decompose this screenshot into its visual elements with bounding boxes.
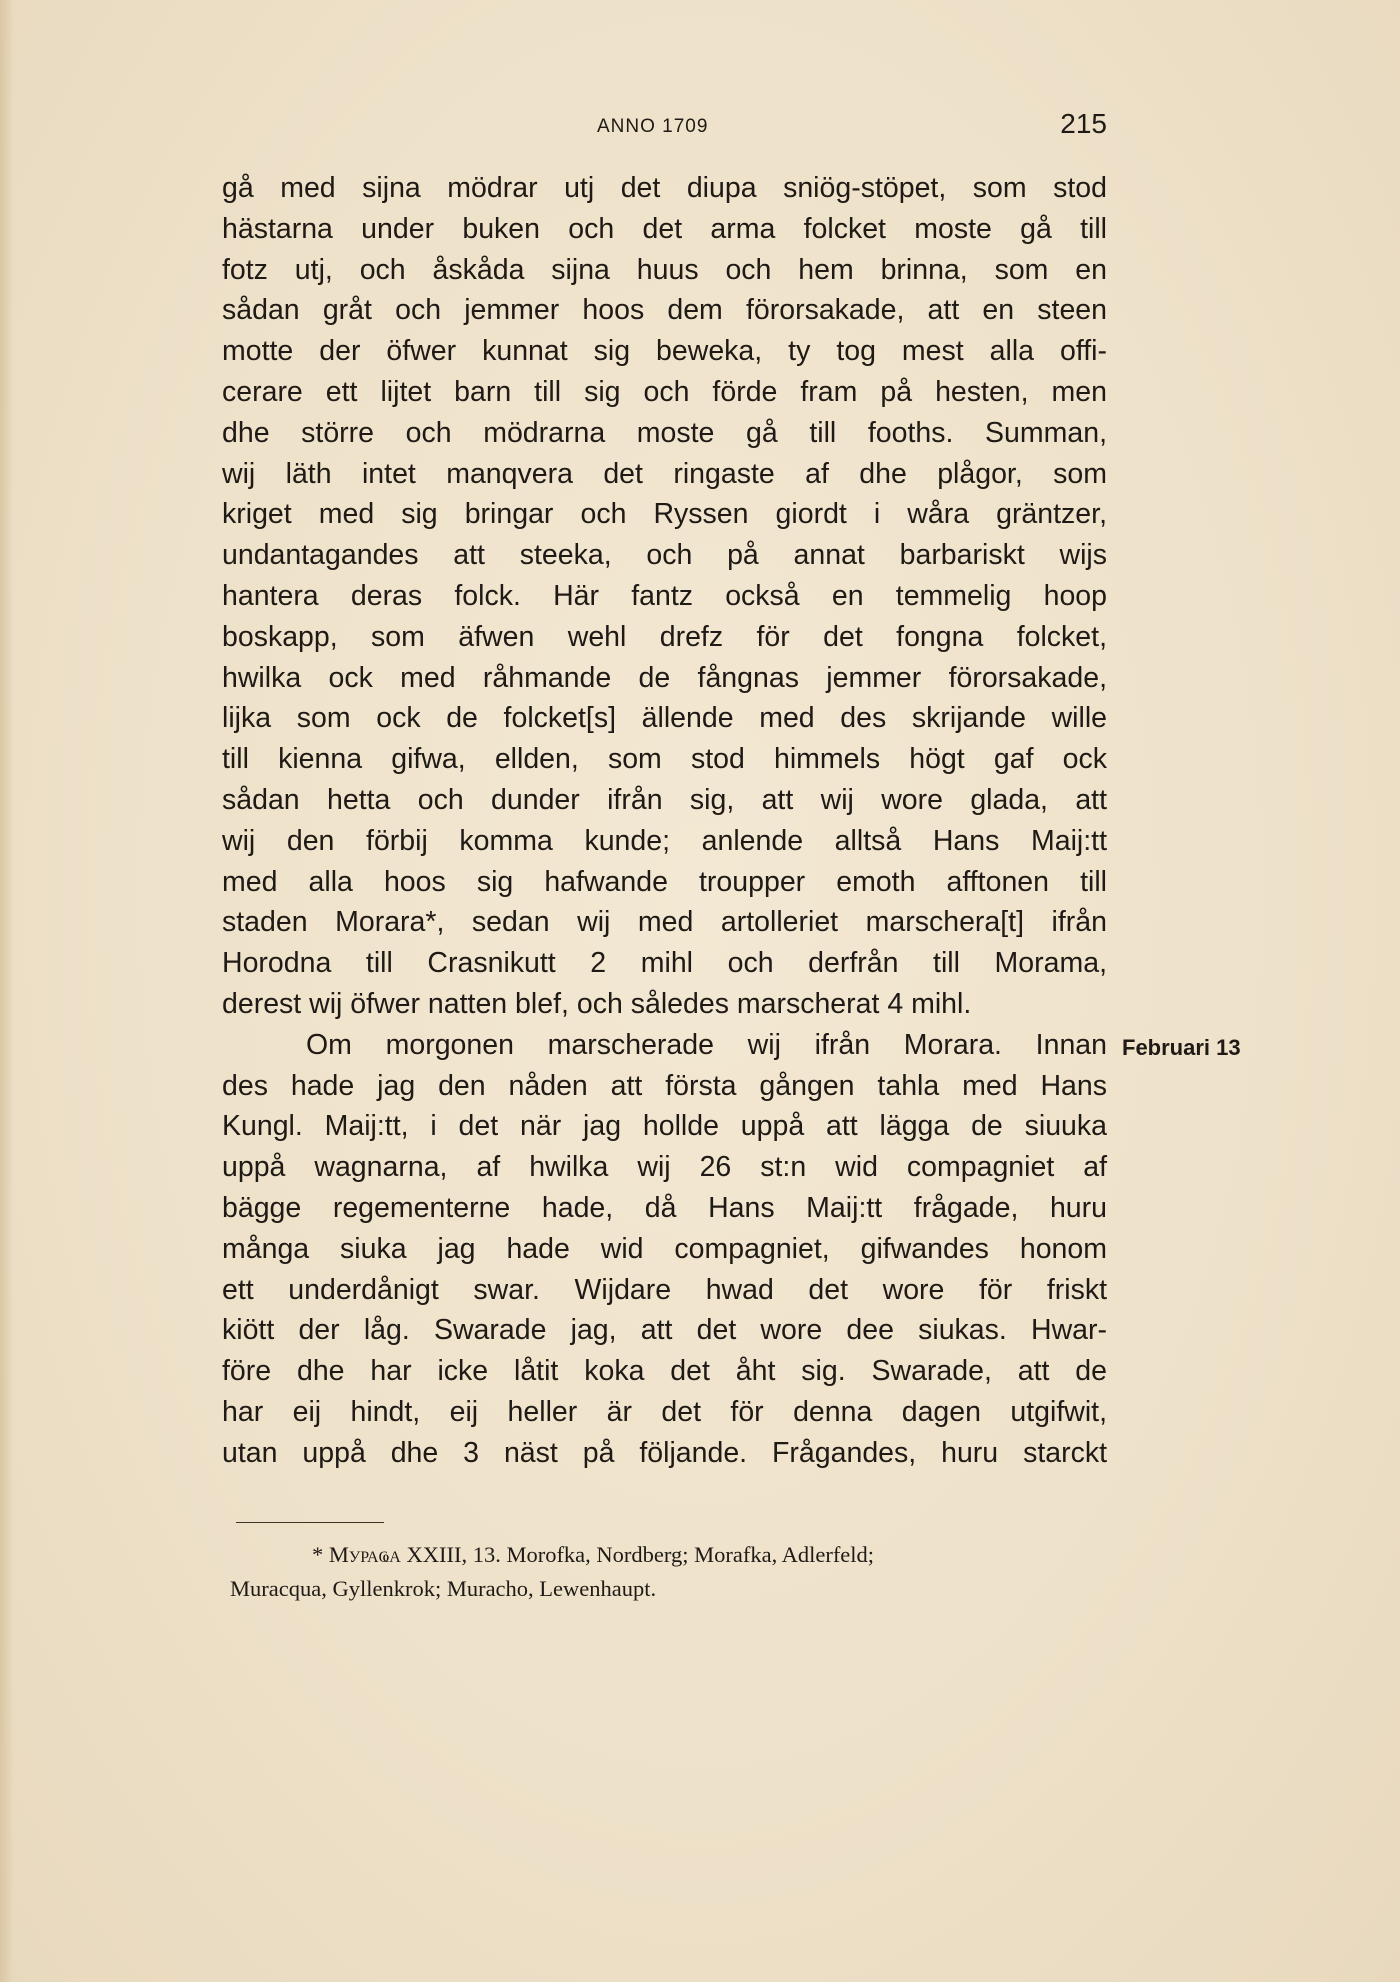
text-line: staden Morara*, sedan wij med artolleriet marschera[t] ifrån: [222, 906, 1107, 939]
text-line: des hade jag den nåden att första gången tahla med Hans: [222, 1069, 1107, 1102]
text-line: sådan gråt och jemmer hoos dem förorsakade, att en steen: [222, 294, 1107, 327]
text-line: motte der öfwer kunnat sig beweka, ty tog mest alla offi-: [222, 335, 1107, 368]
text-line: Kungl. Maij:tt, i det när jag hollde uppå att lägga de siuuka: [222, 1110, 1107, 1143]
text-line: lijka som ock de folcket[s] ällende med des skrijande wille: [222, 702, 1107, 735]
text-line: utan uppå dhe 3 näst på följande. Frågandes, huru starckt: [222, 1436, 1107, 1469]
text-line: wij den förbij komma kunde; anlende alltså Hans Maij:tt: [222, 824, 1107, 857]
text-line: hästarna under buken och det arma folcket moste gå till: [222, 212, 1107, 245]
text-line: har eij hindt, eij heller är det för denna dagen utgifwit,: [222, 1395, 1107, 1428]
text-line: kiött der låg. Swarade jag, att det wore dee siukas. Hwar-: [222, 1314, 1107, 1347]
text-line: cerare ett lijtet barn till sig och förde fram på hesten, men: [222, 375, 1107, 408]
footnote-rule: [236, 1522, 384, 1523]
text-line-paragraph-start: Om morgonen marscherade wij ifrån Morara. Innan: [306, 1028, 1107, 1061]
text-line: dhe större och mödrarna moste gå till fooths. Summan,: [222, 416, 1107, 449]
text-line: hwilka ock med råhmande de fångnas jemmer förorsakade,: [222, 661, 1107, 694]
text-line: boskapp, som äfwen wehl drefz för det fongna folcket,: [222, 620, 1107, 653]
text-line: före dhe har icke låtit koka det åht sig. Swarade, att de: [222, 1355, 1107, 1388]
text-line: uppå wagnarna, af hwilka wij 26 st:n wid compagniet af: [222, 1151, 1107, 1184]
text-line: kriget med sig bringar och Ryssen giordt i wåra gräntzer,: [222, 498, 1107, 531]
running-head: ANNO 1709: [597, 116, 709, 137]
footnote-text: XXIII, 13. Morofka, Nordberg; Morafka, Adlerfeld;: [400, 1542, 875, 1567]
page-number: 215: [1060, 108, 1107, 139]
footnote-line: Muracqua, Gyllenkrok; Muracho, Lewenhaupt.: [230, 1576, 657, 1601]
binding-edge: [0, 0, 14, 1982]
text-line: med alla hoos sig hafwande troupper emoth afftonen till: [222, 865, 1107, 898]
text-line: ett underdånigt swar. Wijdare hwad det wore för friskt: [222, 1273, 1107, 1306]
text-line: wij läth intet manqvera det ringaste af dhe plågor, som: [222, 457, 1107, 490]
body-text: [222, 168, 1107, 1474]
text-line: sådan hetta och dunder ifrån sig, att wij wore glada, att: [222, 783, 1107, 816]
footnote: [230, 1538, 1130, 1606]
text-line: många siuka jag hade wid compagniet, gifwandes honom: [222, 1232, 1107, 1265]
text-line: gå med sijna mödrar utj det diupa sniög-stöpet, som stod: [222, 172, 1107, 204]
text-line: till kienna gifwa, ellden, som stod himmels högt gaf ock: [222, 743, 1107, 776]
page-header: [222, 108, 1107, 148]
margin-date-note: Februari 13: [1122, 1035, 1241, 1060]
text-line: Horodna till Crasnikutt 2 mihl och derfrån till Morama,: [222, 947, 1107, 980]
footnote-line: [230, 1538, 1130, 1572]
footnote-marker: *: [312, 1542, 329, 1567]
text-line: hantera deras folck. Här fantz också en temmelig hoop: [222, 579, 1107, 612]
text-line: fotz utj, och åskåda sijna huus och hem brinna, som en: [222, 253, 1107, 286]
text-line: derest wij öfwer natten blef, och således marscherat 4 mihl.: [222, 987, 972, 1020]
footnote-cyrillic-name: Мураҩа: [328, 1542, 401, 1567]
text-line: bägge regementerne hade, då Hans Maij:tt frågade, huru: [222, 1191, 1107, 1224]
text-line: undantagandes att steeka, och på annat barbariskt wijs: [222, 539, 1107, 572]
